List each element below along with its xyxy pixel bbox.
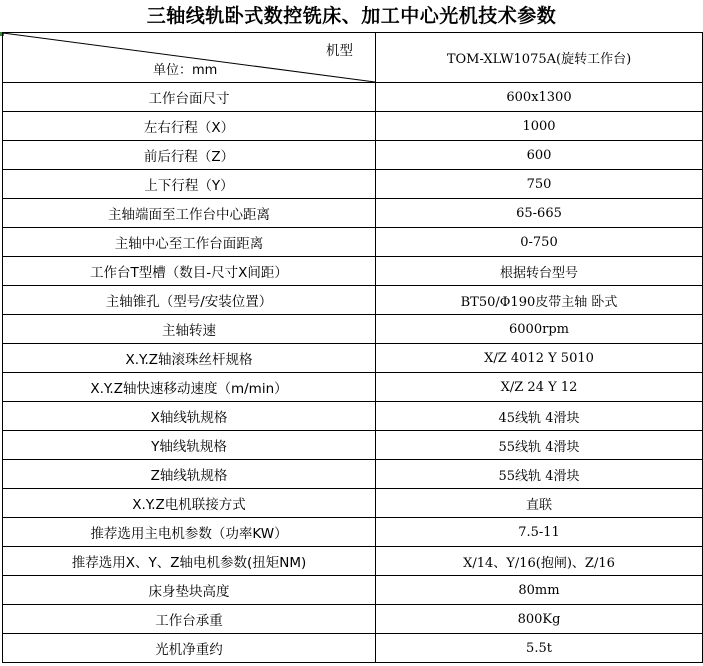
header-row bbox=[3, 33, 703, 83]
param-value-cell: 7.5-11 bbox=[376, 518, 703, 547]
diagonal-header-cell bbox=[3, 33, 376, 83]
table-row bbox=[3, 199, 703, 228]
param-value-cell: 800Kg bbox=[376, 605, 703, 634]
table-row bbox=[3, 170, 703, 199]
param-name-cell: 推荐选用X、Y、Z轴电机参数(扭矩NM) bbox=[3, 547, 376, 576]
table-row bbox=[3, 547, 703, 576]
param-value-cell: 65-665 bbox=[376, 199, 703, 228]
param-name-cell: X.Y.Z电机联接方式 bbox=[3, 489, 376, 518]
table-row bbox=[3, 315, 703, 344]
param-value-cell: X/Z 4012 Y 5010 bbox=[376, 344, 703, 373]
table-row bbox=[3, 402, 703, 431]
param-value-cell: 45线轨 4滑块 bbox=[376, 402, 703, 431]
table-row bbox=[3, 576, 703, 605]
param-name-cell: X轴线轨规格 bbox=[3, 402, 376, 431]
param-name-cell: Z轴线轨规格 bbox=[3, 460, 376, 489]
param-name-cell: 主轴转速 bbox=[3, 315, 376, 344]
table-row bbox=[3, 634, 703, 663]
table-row bbox=[3, 286, 703, 315]
table-row bbox=[3, 373, 703, 402]
param-name-cell: X.Y.Z轴快速移动速度（m/min） bbox=[3, 373, 376, 402]
param-name-cell: 左右行程（X） bbox=[3, 112, 376, 141]
spec-table bbox=[2, 32, 703, 663]
table-row bbox=[3, 518, 703, 547]
table-row bbox=[3, 228, 703, 257]
param-name-cell: 前后行程（Z） bbox=[3, 141, 376, 170]
param-value-cell: X/14、Y/16(抱闸)、Z/16 bbox=[376, 547, 703, 576]
param-value-cell: 55线轨 4滑块 bbox=[376, 431, 703, 460]
param-name-cell: 推荐选用主电机参数（功率KW） bbox=[3, 518, 376, 547]
param-value-cell: 根据转台型号 bbox=[376, 257, 703, 286]
param-value-cell: 1000 bbox=[376, 112, 703, 141]
table-row bbox=[3, 257, 703, 286]
model-label: 机型 bbox=[326, 43, 353, 59]
model-value: TOM-XLW1075A(旋转工作台) bbox=[376, 33, 703, 83]
param-value-cell: X/Z 24 Y 12 bbox=[376, 373, 703, 402]
unit-label: 单位：mm bbox=[153, 63, 218, 78]
document-title: 三轴线轨卧式数控铣床、加工中心光机技术参数 bbox=[146, 5, 557, 27]
param-value-cell: 5.5t bbox=[376, 634, 703, 663]
param-value-cell: 0-750 bbox=[376, 228, 703, 257]
table-row bbox=[3, 141, 703, 170]
param-name-cell: 工作台面尺寸 bbox=[3, 83, 376, 112]
param-value-cell: BT50/Φ190皮带主轴 卧式 bbox=[376, 286, 703, 315]
param-value-cell: 600x1300 bbox=[376, 83, 703, 112]
table-row bbox=[3, 489, 703, 518]
param-value-cell: 600 bbox=[376, 141, 703, 170]
table-row bbox=[3, 344, 703, 373]
table-row bbox=[3, 460, 703, 489]
param-name-cell: 光机净重约 bbox=[3, 634, 376, 663]
table-row bbox=[3, 431, 703, 460]
param-name-cell: 主轴锥孔（型号/安装位置） bbox=[3, 286, 376, 315]
param-value-cell: 750 bbox=[376, 170, 703, 199]
table-row bbox=[3, 605, 703, 634]
param-value-cell: 直联 bbox=[376, 489, 703, 518]
param-value-cell: 6000rpm bbox=[376, 315, 703, 344]
param-value-cell: 55线轨 4滑块 bbox=[376, 460, 703, 489]
param-name-cell: 床身垫块高度 bbox=[3, 576, 376, 605]
table-row bbox=[3, 83, 703, 112]
param-name-cell: 工作台T型槽（数目-尺寸X间距） bbox=[3, 257, 376, 286]
param-name-cell: X.Y.Z轴滚珠丝杆规格 bbox=[3, 344, 376, 373]
param-name-cell: 上下行程（Y） bbox=[3, 170, 376, 199]
param-name-cell: 工作台承重 bbox=[3, 605, 376, 634]
table-row bbox=[3, 112, 703, 141]
param-name-cell: Y轴线轨规格 bbox=[3, 431, 376, 460]
param-name-cell: 主轴端面至工作台中心距离 bbox=[3, 199, 376, 228]
param-name-cell: 主轴中心至工作台面距离 bbox=[3, 228, 376, 257]
param-value-cell: 80mm bbox=[376, 576, 703, 605]
